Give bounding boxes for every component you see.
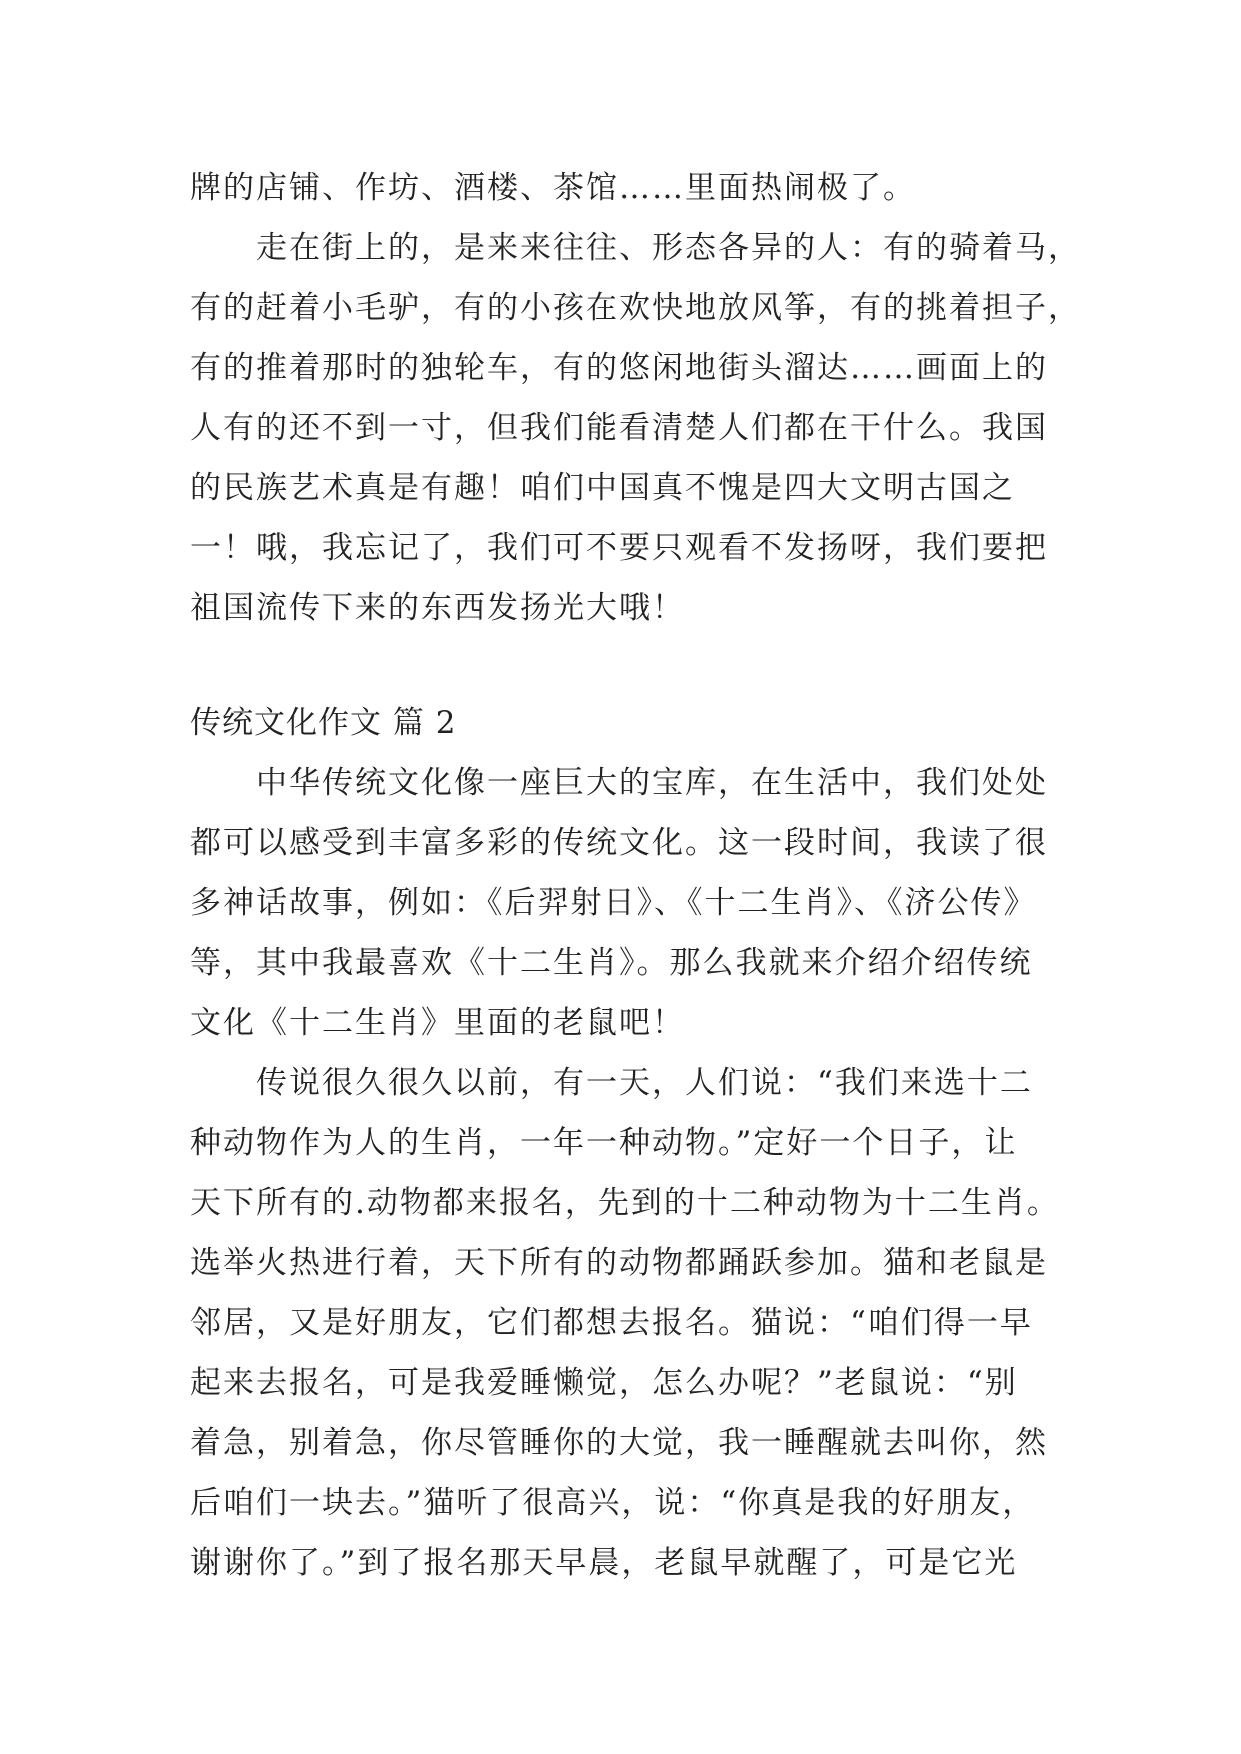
text-line: 走在街上的，是来来往往、形态各异的人：有的骑着马， (256, 230, 1081, 266)
text-line: 邻居，又是好朋友，它们都想去报名。猫说：“咱们得一早 (190, 1305, 1033, 1341)
text-line: 一！哦，我忘记了，我们可不要只观看不发扬呀，我们要把 (190, 530, 1048, 566)
text-line: 的民族艺术真是有趣！咱们中国真不愧是四大文明古国之 (190, 470, 1015, 506)
text-line: 都可以感受到丰富多彩的传统文化。这一段时间，我读了很 (190, 825, 1048, 861)
text-line: 等，其中我最喜欢《十二生肖》。那么我就来介绍介绍传统 (190, 945, 1033, 981)
text-line: 多神话故事，例如：《后羿射日》、《十二生肖》、《济公传》 (190, 885, 1037, 921)
section-1-text (190, 158, 1081, 638)
text-line: 有的推着那时的独轮车，有的悠闲地街头溜达……画面上的 (190, 350, 1048, 386)
section-heading: 传统文化作文 篇 2 (190, 705, 457, 741)
text-line: 祖国流传下来的东西发扬光大哦！ (190, 590, 685, 626)
text-line: 牌的店铺、作坊、酒楼、茶馆……里面热闹极了。 (190, 170, 916, 206)
text-line: 传说很久很久以前，有一天，人们说：“我们来选十二 (256, 1065, 1033, 1101)
text-line: 选举火热进行着，天下所有的动物都踊跃参加。猫和老鼠是 (190, 1245, 1048, 1281)
text-line: 中华传统文化像一座巨大的宝库，在生活中，我们处处 (256, 765, 1048, 801)
section-2-text (190, 693, 1070, 1593)
text-line: 谢谢你了。”到了报名那天早晨，老鼠早就醒了，可是它光 (190, 1545, 1018, 1581)
text-line: 有的赶着小毛驴，有的小孩在欢快地放风筝，有的挑着担子， (190, 290, 1081, 326)
text-line: 种动物作为人的生肖，一年一种动物。”定好一个日子，让 (190, 1125, 1018, 1161)
text-line: 天下所有的.动物都来报名，先到的十二种动物为十二生肖。 (190, 1185, 1060, 1221)
text-line: 着急，别着急，你尽管睡你的大觉，我一睡醒就去叫你，然 (190, 1425, 1048, 1461)
text-line: 人有的还不到一寸，但我们能看清楚人们都在干什么。我国 (190, 410, 1048, 446)
text-line: 后咱们一块去。”猫听了很高兴，说：“你真是我的好朋友， (190, 1485, 1036, 1521)
text-line: 起来去报名，可是我爱睡懒觉，怎么办呢？”老鼠说：“别 (190, 1365, 1018, 1401)
text-line: 文化《十二生肖》里面的老鼠吧！ (190, 1005, 685, 1041)
